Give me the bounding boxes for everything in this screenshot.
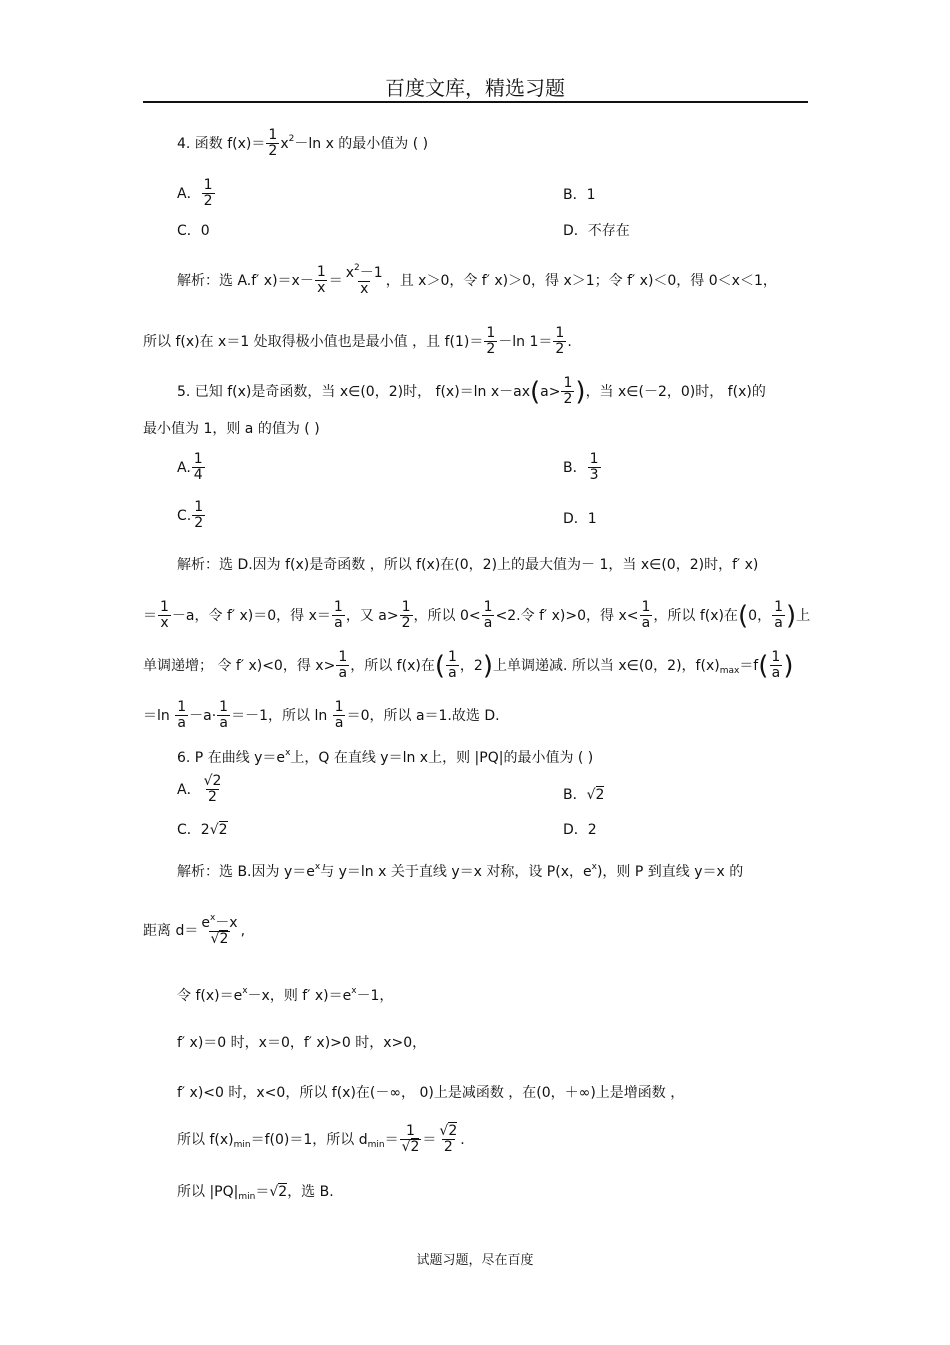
q4-option-b: B．1 — [563, 187, 596, 203]
q5-solution-line1: 解析：选 D.因为 f(x)是奇函数 ，所以 f(x)在(0，2)上的最大值为－ 1，当 x∈(0，2)时，f′ x) — [177, 557, 759, 573]
q6-solution-line7: 所以 $|PQ|_{min}=√2$，选 B. — [177, 1184, 334, 1202]
q6-solution-line6: 所以 $f(x)_{min}=f(0)=1$，所以 $d_{min}=$ $\frac{1}{√2}$ ＝ $\frac{√2}{2}$ . — [177, 1123, 465, 1156]
q5-solution-line4: ＝ln $\frac{1}{a}$ －a· $\frac{1}{a}$ ＝－1，所以 ln $\frac{1}{a}$ ＝0，所以 a＝1.故选 D. — [143, 699, 500, 732]
q6-option-c: C．2√2 — [177, 822, 228, 838]
q6-option-b: B．√2 — [563, 787, 605, 803]
page-header-title: 百度文库，精选习题 — [385, 76, 565, 100]
q6-option-d: D．2 — [563, 822, 597, 838]
page-footer: 试题习题，尽在百度 — [416, 1253, 534, 1268]
q4-solution-line2: 所以 f(x)在 x＝1 处取得极小值也是最小值 ，且 f(1)＝ $\frac{1}{2}$ －ln 1＝ $\frac{1}{2}$ . — [143, 325, 572, 358]
q4-option-d: D．不存在 — [563, 223, 630, 239]
q5-option-d: D．1 — [563, 511, 597, 527]
q5-option-a: A. $\frac{1}{4}$ — [177, 451, 203, 484]
q5-option-b: B． $\frac{1}{3}$ — [563, 451, 599, 484]
q6-stem: 6. P 在曲线 $y=e^x$上，Q 在直线 y＝ln x上，则 |PQ|的最小值为 ( ) — [177, 748, 594, 766]
q4-solution-line1: 解析：选 A.f′ x)＝x－ $\frac{1}{x}$ ＝ $\frac{x^2-1}{x}$ ，且 x＞0，令 f′ x)＞0，得 x＞1；令 f′ x)＜0，得 0＜x＜1， — [177, 263, 777, 298]
q5-stem-line1: 5. 已知 f(x)是奇函数，当 x∈(0，2)时， f(x)＝ln x－ax(a> $\frac{1}{2}$ )，当 x∈(－2，0)时， f(x)的 — [177, 375, 766, 408]
q6-option-a: A． $\frac{√2}{2}$ — [177, 773, 222, 806]
q5-stem-line2: 最小值为 1，则 a 的值为 ( ) — [143, 421, 320, 437]
q6-solution-line1: 解析：选 B.因为 $y=e^x$与 y＝ln x 关于直线 y＝x 对称，设 P(x，$e^x$)，则 P 到直线 y＝x 的 — [177, 862, 744, 880]
q6-solution-line4: f′ x)＝0 时，x＝0，f′ x)>0 时，x>0， — [177, 1035, 427, 1051]
q4-option-c: C．0 — [177, 223, 210, 239]
q6-solution-line5: f′ x)<0 时，x<0，所以 f(x)在(－∞， 0)上是减函数 ，在(0，＋∞)上是增函数 ， — [177, 1085, 685, 1101]
q6-solution-line2: 距离 d＝ $\frac{e^x-x}{√2}$ , — [143, 913, 246, 948]
fraction: $\frac{1}{2}$ — [268, 127, 278, 160]
q4-stem: 4. 函数 f(x)＝ $\frac{1}{2}$ $x^2-\ln$ x 的最小值为 ( ) — [177, 127, 429, 160]
q5-option-c: C. $\frac{1}{2}$ — [177, 499, 204, 532]
q6-solution-line3: 令 $f(x)=e^x-x$，则 f′ $x)=e^x-1$， — [177, 986, 394, 1004]
q4-option-a: A． $\frac{1}{2}$ — [177, 177, 213, 210]
q5-solution-line2: ＝ $\frac{1}{x}$ －a，令 f′ x)＝0，得 x＝ $\frac{1}{a}$ ，又 a> $\frac{1}{2}$ ，所以 0< $\frac{1}{a}$ <2.令 f′ x)>0，得 x< $\frac{1}{a}$ ，所以 f(x)在(0， $\frac{1}{a}$ )上 — [143, 599, 811, 632]
header-rule — [143, 101, 808, 103]
q5-solution-line3: 单调递增； 令 f′ x)<0，得 x> $\frac{1}{a}$ ，所以 f(x)在( $\frac{1}{a}$ ，2)上单调递减. 所以当 x∈(0，2)，$f(x)_{max}=f$( $\frac{1}{a}$ ) — [143, 649, 794, 682]
